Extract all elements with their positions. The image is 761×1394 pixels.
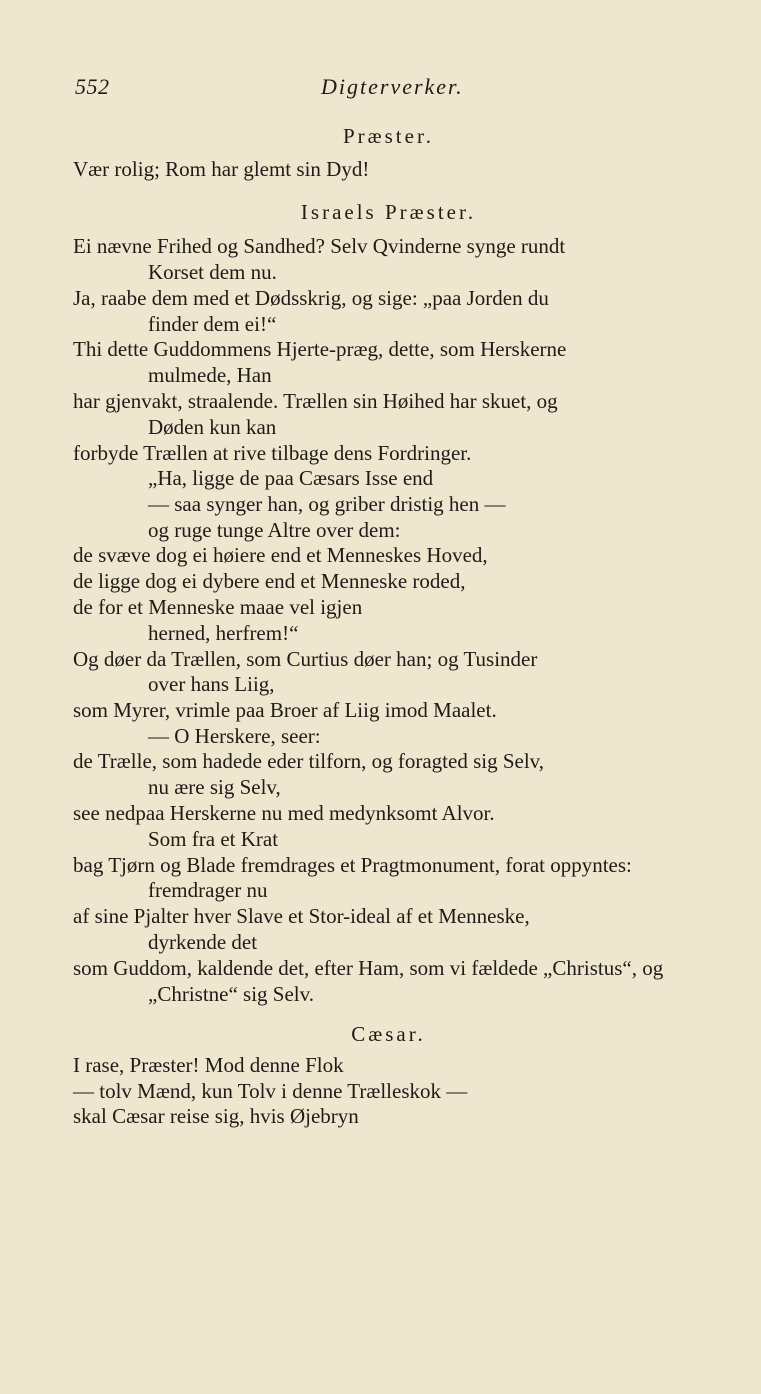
page-number: 552 [75,74,110,99]
verse-line: Ja, raabe dem med et Dødsskrig, og sige: „paa Jorden du [73,286,549,310]
verse-line: har gjenvakt, straalende. Trællen sin Høihed har skuet, og [73,389,558,413]
speaker-heading: Præster. [342,124,435,148]
verse-line: Som fra et Krat [148,827,279,851]
verse-line: — tolv Mænd, kun Tolv i denne Trælleskok — [73,1079,468,1103]
verse-line: fremdrager nu [148,878,268,902]
verse-line: „Christne“ sig Selv. [148,982,315,1006]
verse-line: de Trælle, som hadede eder tilforn, og foragted sig Selv, [73,749,545,773]
verse-line: de ligge dog ei dybere end et Menneske roded, [73,569,466,593]
verse-line: og ruge tunge Altre over dem: [148,518,401,542]
verse-line: som Myrer, vrimle paa Broer af Liig imod Maalet. [73,698,497,722]
verse-line: herned, herfrem!“ [148,621,299,645]
verse-line: skal Cæsar reise sig, hvis Øjebryn [73,1104,359,1128]
verse-line: de svæve dog ei høiere end et Menneskes Hoved, [73,543,488,567]
verse-line: I rase, Præster! Mod denne Flok [73,1053,344,1077]
verse-line: Vær rolig; Rom har glemt sin Dyd! [73,157,370,181]
verse-line: finder dem ei!“ [148,312,277,336]
verse-line: „Ha, ligge de paa Cæsars Isse end [148,466,434,490]
speaker-heading: Cæsar. [351,1022,426,1046]
verse-line: Døden kun kan [148,415,277,439]
verse-line: Og døer da Trællen, som Curtius døer han; og Tusinder [73,647,538,671]
verse-line: Korset dem nu. [148,260,277,284]
verse-line: mulmede, Han [148,363,272,387]
verse-line: dyrkende det [148,930,258,954]
verse-line: som Guddom, kaldende det, efter Ham, som vi fældede „Christus“, og [73,956,664,980]
page-header [75,74,701,104]
verse-line: de for et Menneske maae vel igjen [73,595,363,619]
verse-line: Ei nævne Frihed og Sandhed? Selv Qvinderne synge rundt [73,234,566,258]
running-title: Digterverker. [321,74,464,99]
verse-line: Thi dette Guddommens Hjerte-præg, dette, som Herskerne [73,337,567,361]
verse-line: over hans Liig, [148,672,275,696]
verse-line: af sine Pjalter hver Slave et Stor-ideal af et Menneske, [73,904,530,928]
speaker-heading: Israels Præster. [300,200,477,224]
verse-line: — saa synger han, og griber dristig hen — [148,492,506,516]
verse-line: forbyde Trællen at rive tilbage dens Fordringer. [73,441,472,465]
verse-line: see nedpaa Herskerne nu med medynksomt Alvor. [73,801,495,825]
verse-line: bag Tjørn og Blade fremdrages et Pragtmonument, forat oppyntes: [73,853,632,877]
verse-line: nu ære sig Selv, [148,775,281,799]
verse-line: — O Herskere, seer: [148,724,321,748]
